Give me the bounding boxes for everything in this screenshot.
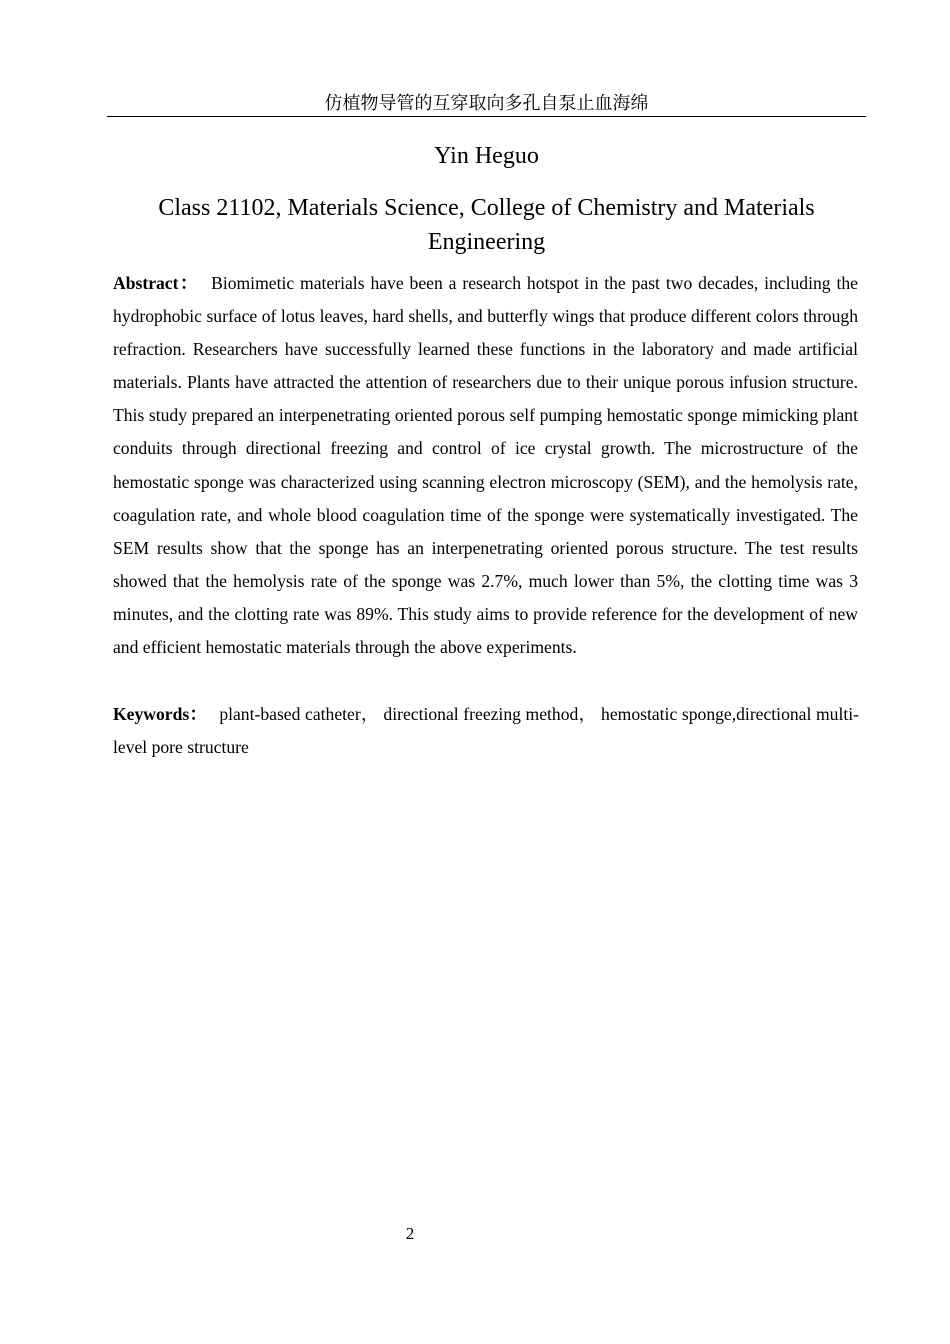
abstract-text: Biomimetic materials have been a research hotspot in the past two decades, including the hydrophobic surface of lotus leaves, hard shells, and butterfly wings that produce different colors through refraction. Researchers have successfully learned these functions in the laboratory and made artificial materials. Plants have attracted the attention of researchers due to their unique porous infusion structure. This study prepared an interpenetrating oriented porous self pumping hemostatic sponge mimicking plant conduits through directional freezing and control of ice crystal growth. The microstructure of the hemostatic sponge was characterized using scanning electron microscopy (SEM), and the hemolysis rate, coagulation rate, and whole blood coagulation time of the sponge were systematically investigated. The SEM results show that the sponge has an interpenetrating oriented porous structure. The test results showed that the hemolysis rate of the sponge was 2.7%, much lower than 5%, the clotting time was 3 minutes, and the clotting rate was 89%. This study aims to provide reference for the development of new and efficient hemostatic materials through the above experiments. bbox=[113, 273, 858, 658]
author-affiliation: Class 21102, Materials Science, College of Chemistry and Materials Engineering bbox=[158, 195, 815, 255]
abstract-paragraph bbox=[113, 267, 858, 664]
keywords-text: plant-based catheter， directional freezing method， hemostatic sponge,directional multi-level pore structure bbox=[113, 704, 860, 758]
author-name: Yin Heguo bbox=[434, 143, 539, 169]
keywords-label: Keywords： bbox=[113, 704, 208, 724]
abstract-label: Abstract： bbox=[113, 273, 200, 293]
keywords-paragraph bbox=[113, 698, 859, 764]
page-number: 2 bbox=[405, 1224, 415, 1243]
running-header bbox=[107, 92, 866, 117]
running-title: 仿植物导管的互穿取向多孔自泵止血海绵 bbox=[324, 93, 649, 113]
